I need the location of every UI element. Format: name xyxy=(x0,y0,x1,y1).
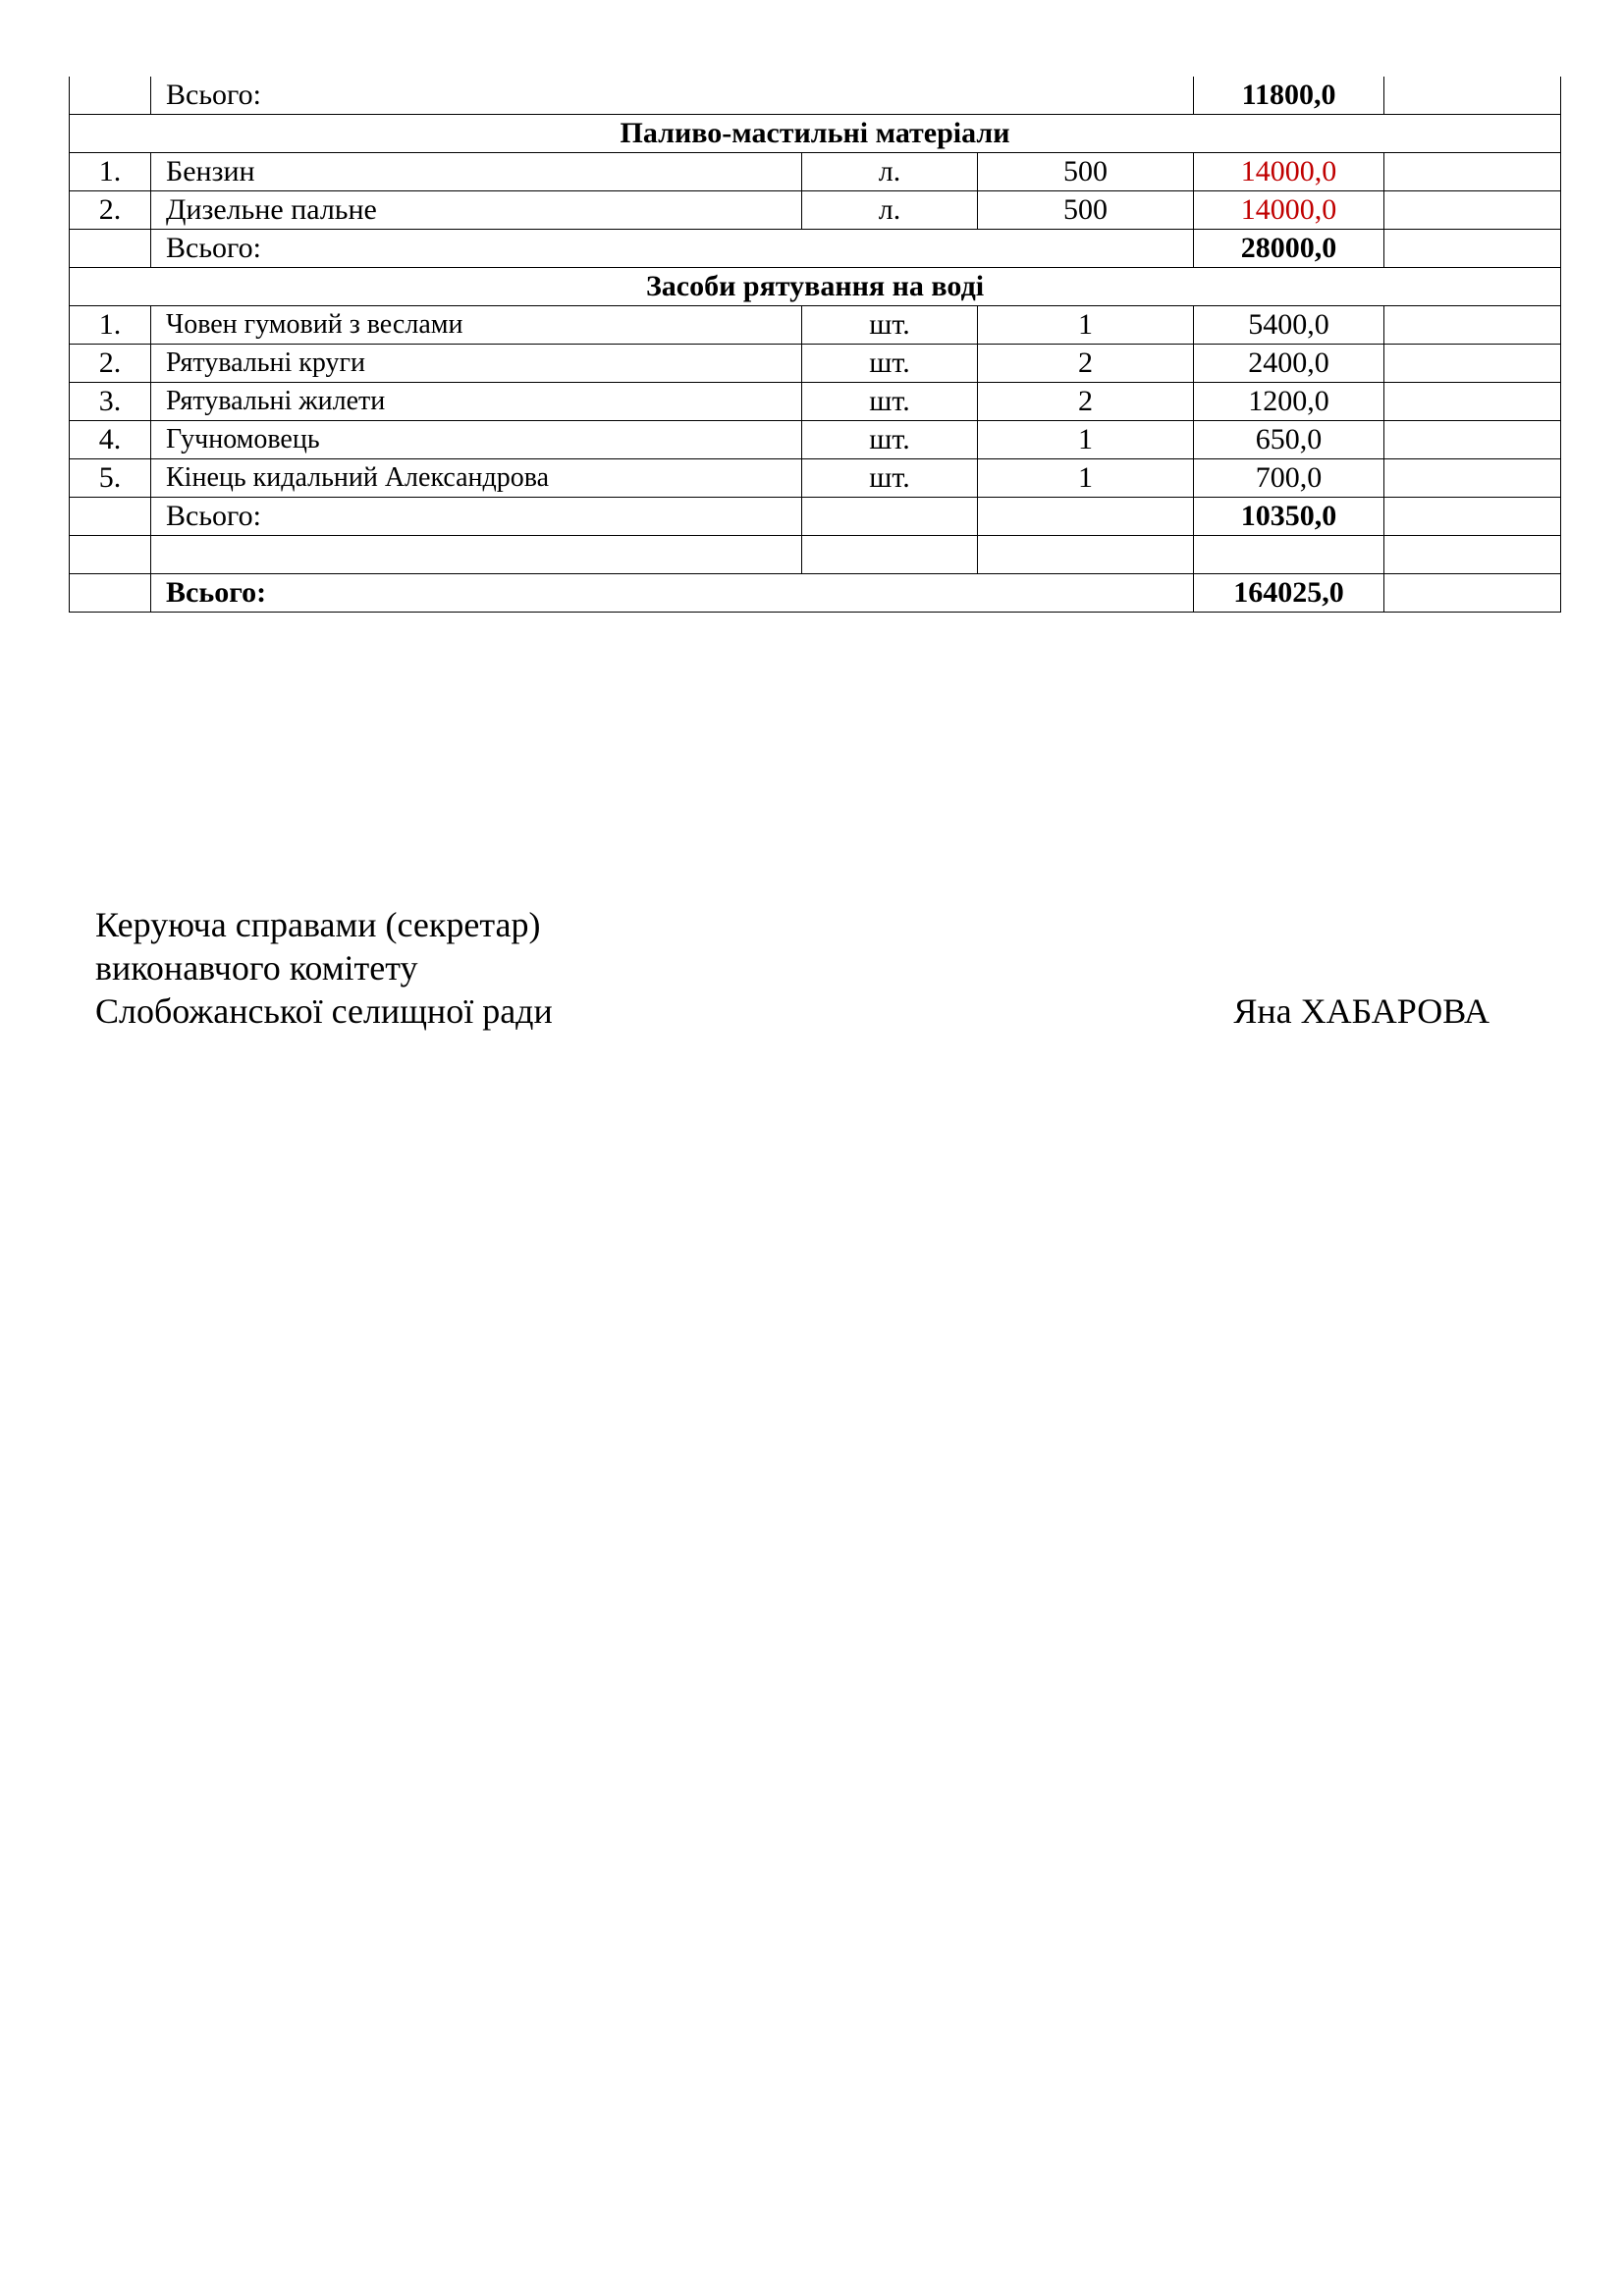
row-number: 2. xyxy=(70,191,151,230)
item-qty: 1 xyxy=(978,306,1194,345)
item-unit: шт. xyxy=(802,345,978,383)
item-unit: л. xyxy=(802,191,978,230)
subtotal-row xyxy=(70,77,1561,115)
section-title: Засоби рятування на воді xyxy=(70,268,1561,306)
empty-cell xyxy=(151,536,802,574)
table-row xyxy=(70,459,1561,498)
row-number: 1. xyxy=(70,153,151,191)
item-name: Дизельне пальне xyxy=(151,191,802,230)
row-number-cell xyxy=(70,574,151,613)
note-cell xyxy=(1384,306,1561,345)
note-cell xyxy=(1384,191,1561,230)
item-qty: 1 xyxy=(978,459,1194,498)
item-sum: 5400,0 xyxy=(1194,306,1384,345)
empty-cell xyxy=(978,536,1194,574)
item-sum: 2400,0 xyxy=(1194,345,1384,383)
unit-cell xyxy=(802,498,978,536)
item-sum: 14000,0 xyxy=(1194,191,1384,230)
note-cell xyxy=(1384,383,1561,421)
row-number: 4. xyxy=(70,421,151,459)
row-number-cell xyxy=(70,498,151,536)
row-number-cell xyxy=(70,77,151,115)
note-cell xyxy=(1384,421,1561,459)
signature-position-line-2: виконавчого комітету xyxy=(95,948,418,988)
item-qty: 2 xyxy=(978,383,1194,421)
item-name: Рятувальні жилети xyxy=(151,383,802,421)
item-name: Бензин xyxy=(151,153,802,191)
item-name: Човен гумовий з веслами xyxy=(151,306,802,345)
section-title: Паливо-мастильні матеріали xyxy=(70,115,1561,153)
table-row xyxy=(70,191,1561,230)
item-qty: 2 xyxy=(978,345,1194,383)
subtotal-sum: 28000,0 xyxy=(1194,230,1384,268)
budget-table xyxy=(69,77,1561,613)
table-row xyxy=(70,306,1561,345)
empty-row xyxy=(70,536,1561,574)
subtotal-label: Всього: xyxy=(151,230,1194,268)
row-number: 3. xyxy=(70,383,151,421)
note-cell xyxy=(1384,574,1561,613)
item-unit: шт. xyxy=(802,459,978,498)
note-cell xyxy=(1384,77,1561,115)
subtotal-sum: 11800,0 xyxy=(1194,77,1384,115)
item-qty: 500 xyxy=(978,153,1194,191)
item-name: Гучномовець xyxy=(151,421,802,459)
item-name: Рятувальні круги xyxy=(151,345,802,383)
empty-cell xyxy=(70,536,151,574)
grand-total-sum: 164025,0 xyxy=(1194,574,1384,613)
table-row xyxy=(70,421,1561,459)
item-unit: шт. xyxy=(802,421,978,459)
table-row xyxy=(70,153,1561,191)
row-number: 2. xyxy=(70,345,151,383)
empty-cell xyxy=(802,536,978,574)
note-cell xyxy=(1384,153,1561,191)
signatory-name: Яна ХАБАРОВА xyxy=(1233,991,1489,1031)
item-sum: 700,0 xyxy=(1194,459,1384,498)
section-row xyxy=(70,268,1561,306)
note-cell xyxy=(1384,345,1561,383)
subtotal-label: Всього: xyxy=(151,77,1194,115)
item-sum: 650,0 xyxy=(1194,421,1384,459)
note-cell xyxy=(1384,498,1561,536)
section-row xyxy=(70,115,1561,153)
table-row xyxy=(70,345,1561,383)
subtotal-row xyxy=(70,230,1561,268)
row-number-cell xyxy=(70,230,151,268)
note-cell xyxy=(1384,230,1561,268)
item-name: Кінець кидальний Александрова xyxy=(151,459,802,498)
item-qty: 1 xyxy=(978,421,1194,459)
item-unit: шт. xyxy=(802,306,978,345)
signature-organization: Слобожанської селищної ради xyxy=(95,991,553,1031)
subtotal-label: Всього: xyxy=(151,498,802,536)
item-unit: шт. xyxy=(802,383,978,421)
row-number: 1. xyxy=(70,306,151,345)
item-sum: 1200,0 xyxy=(1194,383,1384,421)
empty-cell xyxy=(1194,536,1384,574)
signature-block xyxy=(95,903,1489,1033)
item-qty: 500 xyxy=(978,191,1194,230)
subtotal-sum: 10350,0 xyxy=(1194,498,1384,536)
item-sum: 14000,0 xyxy=(1194,153,1384,191)
grand-total-row xyxy=(70,574,1561,613)
empty-cell xyxy=(1384,536,1561,574)
grand-total-label: Всього: xyxy=(151,574,1194,613)
signature-position-line-3 xyxy=(95,989,1489,1033)
subtotal-row xyxy=(70,498,1561,536)
qty-cell xyxy=(978,498,1194,536)
item-unit: л. xyxy=(802,153,978,191)
row-number: 5. xyxy=(70,459,151,498)
note-cell xyxy=(1384,459,1561,498)
table-row xyxy=(70,383,1561,421)
signature-position-line-1: Керуюча справами (секретар) xyxy=(95,905,541,944)
